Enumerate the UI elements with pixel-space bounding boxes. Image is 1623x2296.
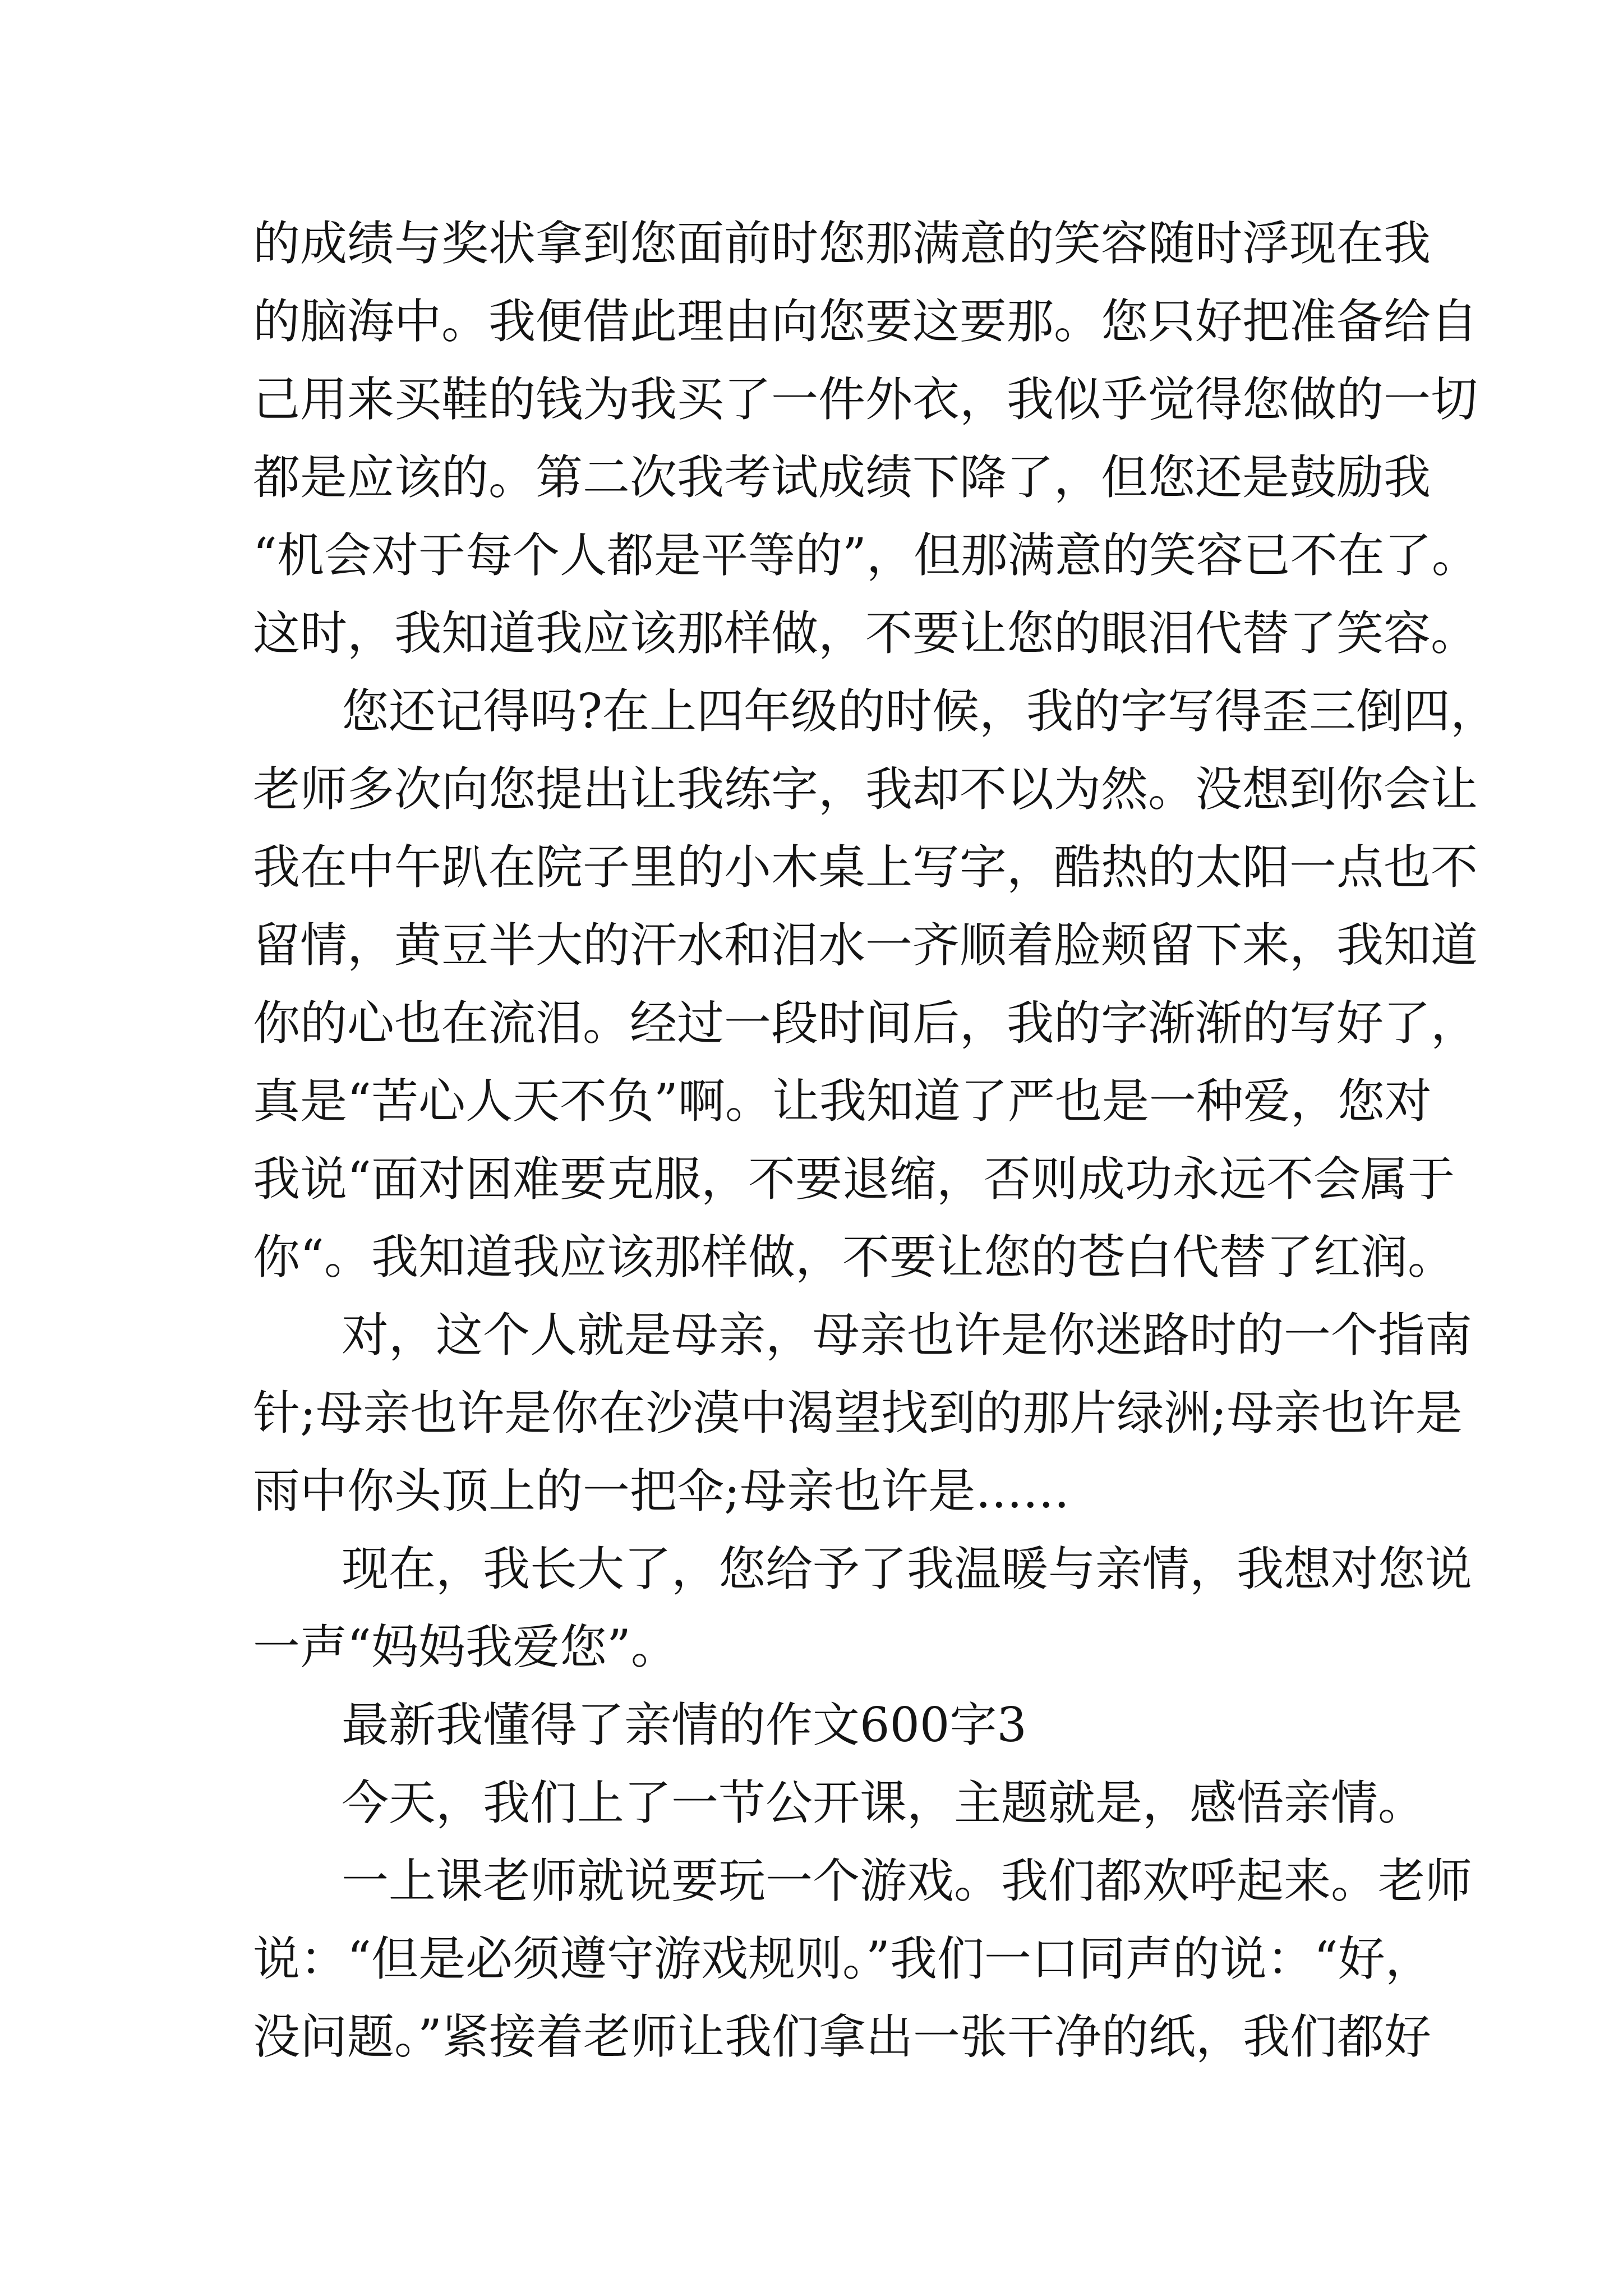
text-line: “机会对于每个人都是平等的”，但那满意的笑容已不在了。 xyxy=(253,528,1479,583)
text-line: 我在中午趴在院子里的小木桌上写字，酷热的太阳一点也不 xyxy=(253,840,1478,895)
text-line: 真是“苦心人天不负”啊。让我知道了严也是一种爱，您对 xyxy=(253,1074,1432,1129)
text-line: 留情，黄豆半大的汗水和泪水一齐顺着脸颊留下来，我知道 xyxy=(253,918,1478,973)
text-line: 我说“面对困难要克服，不要退缩，否则成功永远不会属于 xyxy=(253,1152,1455,1207)
text-line: 今天，我们上了一节公开课，主题就是，感悟亲情。 xyxy=(342,1775,1426,1830)
text-line: 己用来买鞋的钱为我买了一件外衣，我似乎觉得您做的一切 xyxy=(253,372,1478,427)
text-line: 雨中你头顶上的一把伞;母亲也许是…… xyxy=(253,1464,1070,1519)
text-line: 都是应该的。第二次我考试成绩下降了，但您还是鼓励我 xyxy=(253,450,1431,505)
text-line: 现在，我长大了，您给予了我温暖与亲情，我想对您说 xyxy=(342,1542,1473,1596)
text-line: 一声“妈妈我爱您”。 xyxy=(253,1619,678,1674)
text-line: 老师多次向您提出让我练字，我却不以为然。没想到你会让 xyxy=(253,762,1478,817)
text-line: 你的心也在流泪。经过一段时间后，我的字渐渐的写好了， xyxy=(253,996,1478,1051)
text-line: 说：“但是必须遵守游戏规则。”我们一口同声的说：“好， xyxy=(253,1931,1432,1986)
text-line: 针;母亲也许是你在沙漠中渴望找到的那片绿洲;母亲也许是 xyxy=(253,1386,1463,1441)
text-line: 没问题。”紧接着老师让我们拿出一张干净的纸，我们都好 xyxy=(253,2009,1431,2064)
text-line: 一上课老师就说要玩一个游戏。我们都欢呼起来。老师 xyxy=(342,1853,1473,1908)
text-line: 的成绩与奖状拿到您面前时您那满意的笑容随时浮现在我 xyxy=(253,216,1431,271)
text-line: 这时，我知道我应该那样做，不要让您的眼泪代替了笑容。 xyxy=(253,606,1478,661)
text-line: 您还记得吗?在上四年级的时候，我的字写得歪三倒四， xyxy=(342,684,1498,739)
text-line: 的脑海中。我便借此理由向您要这要那。您只好把准备给自 xyxy=(253,294,1478,349)
text-line: 对，这个人就是母亲，母亲也许是你迷路时的一个指南 xyxy=(342,1308,1473,1363)
text-line: 你“。我知道我应该那样做，不要让您的苍白代替了红润。 xyxy=(253,1230,1455,1285)
section-heading: 最新我懂得了亲情的作文600字3 xyxy=(342,1697,1027,1752)
